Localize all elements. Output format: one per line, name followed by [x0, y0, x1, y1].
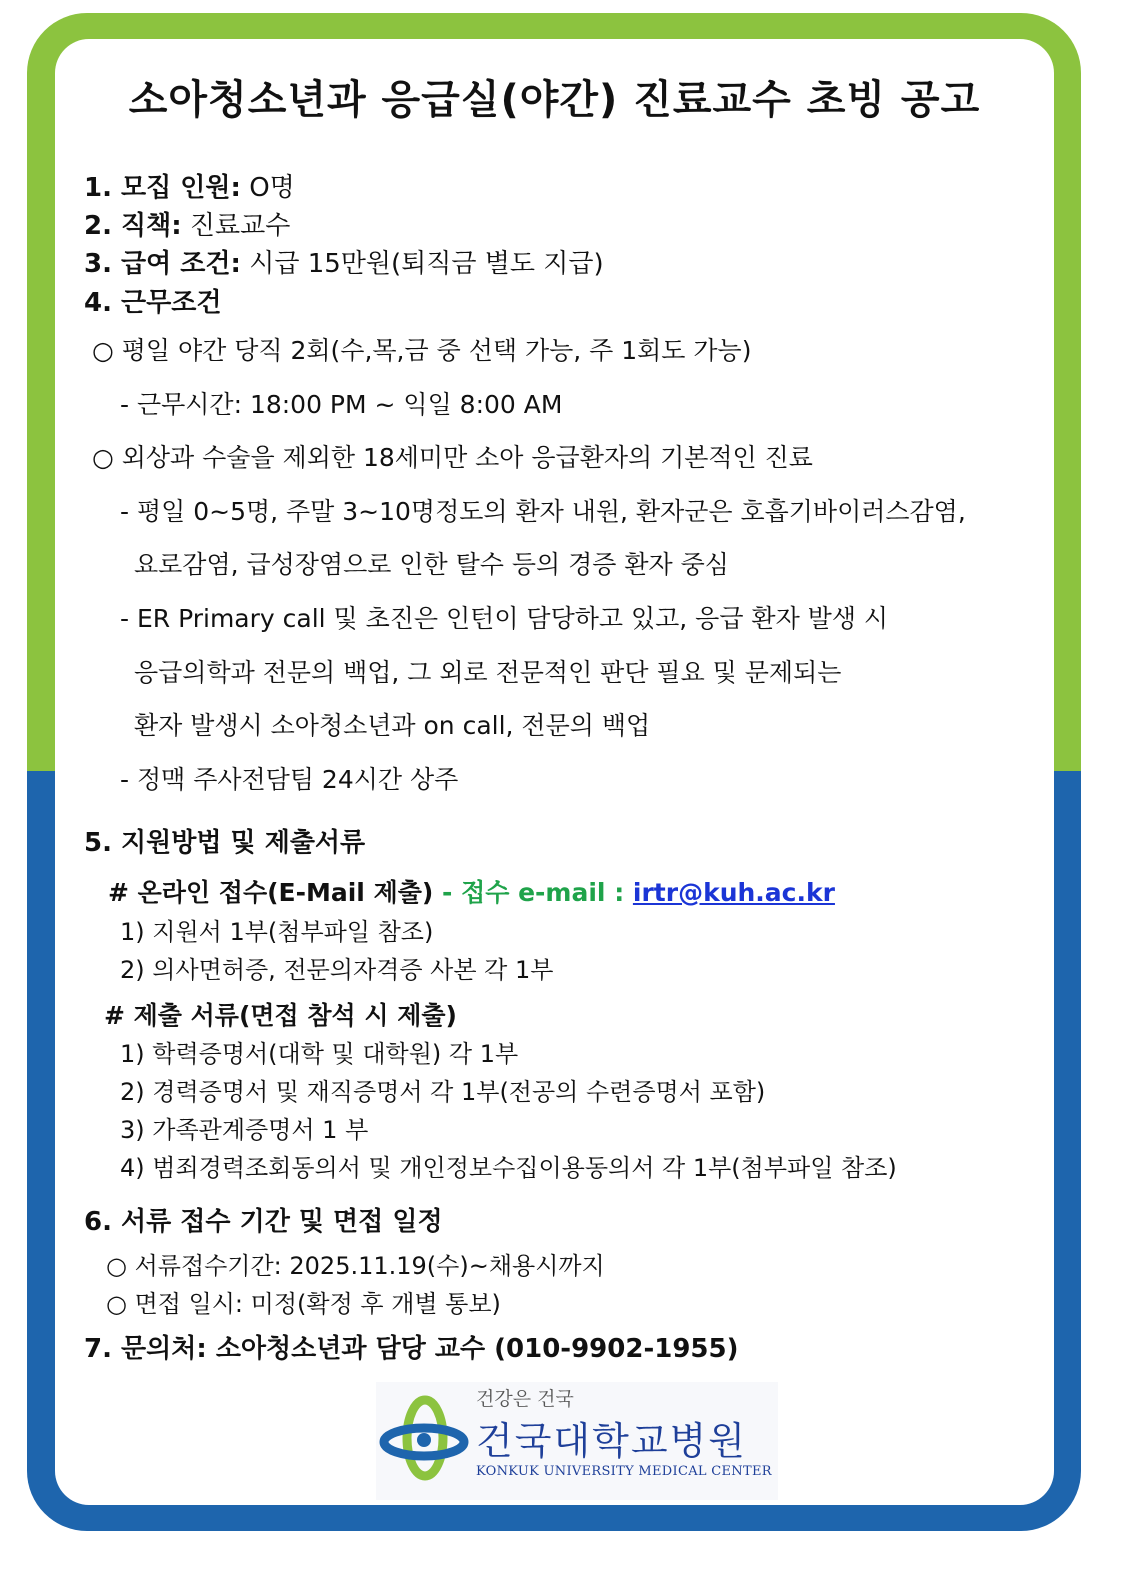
schedule-item: ○ 서류접수기간: 2025.11.19(수)~채용시까지 [106, 1252, 605, 1280]
contact: 7. 문의처: 소아청소년과 담당 교수 (010-9902-1955) [84, 1334, 739, 1364]
documents-heading: # 제출 서류(면접 참석 시 제출) [104, 1001, 457, 1030]
recruit-count-value: O명 [240, 173, 295, 203]
work-line: - ER Primary call 및 초진은 인턴이 담당하고 있고, 응급 환자 발생 시 [120, 604, 889, 633]
hospital-logo [376, 1382, 778, 1500]
document-item: 1) 학력증명서(대학 및 대학원) 각 1부 [120, 1040, 519, 1068]
schedule-item: ○ 면접 일시: 미정(확정 후 개별 통보) [106, 1290, 501, 1318]
work-conditions-heading: 4. 근무조건 [84, 288, 222, 318]
work-line: - 근무시간: 18:00 PM ~ 익일 8:00 AM [120, 390, 563, 419]
work-line: ○ 평일 야간 당직 2회(수,목,금 중 선택 가능, 주 1회도 가능) [92, 336, 752, 365]
salary-value: 시급 15만원(퇴직금 별도 지급) [240, 249, 604, 279]
document-item: 3) 가족관계증명서 1 부 [120, 1116, 369, 1144]
document-item: 2) 경력증명서 및 재직증명서 각 1부(전공의 수련증명서 포함) [120, 1078, 766, 1106]
salary-label: 3. 급여 조건: [84, 249, 241, 279]
logo-tagline: 건강은 건국 [476, 1388, 574, 1410]
online-application-label: # 온라인 접수(E-Mail 제출) [108, 878, 434, 907]
work-line: 응급의학과 전문의 백업, 그 외로 전문적인 판단 필요 및 문제되는 [134, 658, 842, 687]
work-line: 요로감염, 급성장염으로 인한 탈수 등의 경증 환자 중심 [134, 550, 729, 579]
online-item: 2) 의사면허증, 전문의자격증 사본 각 1부 [120, 956, 554, 984]
online-application [108, 877, 835, 909]
position [84, 210, 290, 242]
schedule-heading: 6. 서류 접수 기간 및 면접 일정 [84, 1207, 443, 1237]
work-line: - 평일 0~5명, 주말 3~10명정도의 환자 내원, 환자군은 호흡기바이러스감염, [120, 497, 966, 526]
salary [84, 248, 604, 280]
konkuk-emblem-icon [378, 1392, 470, 1484]
position-label: 2. 직책: [84, 211, 182, 241]
position-value: 진료교수 [181, 211, 291, 241]
work-line: - 정맥 주사전담팀 24시간 상주 [120, 765, 459, 794]
application-heading: 5. 지원방법 및 제출서류 [84, 828, 366, 858]
work-line: ○ 외상과 수술을 제외한 18세미만 소아 응급환자의 기본적인 진료 [92, 443, 813, 472]
page-title: 소아청소년과 응급실(야간) 진료교수 초빙 공고 [128, 77, 981, 123]
work-line: 환자 발생시 소아청소년과 on call, 전문의 백업 [134, 711, 651, 740]
document-item: 4) 범죄경력조회동의서 및 개인정보수집이용동의서 각 1부(첨부파일 참조) [120, 1154, 897, 1182]
logo-name-english: KONKUK UNIVERSITY MEDICAL CENTER [476, 1464, 772, 1479]
email-link[interactable]: irtr@kuh.ac.kr [632, 878, 835, 907]
recruit-count [84, 172, 295, 204]
recruit-count-label: 1. 모집 인원: [84, 173, 241, 203]
email-label: - 접수 e-mail : [433, 878, 633, 907]
online-item: 1) 지원서 1부(첨부파일 참조) [120, 918, 434, 946]
logo-name-korean: 건국대학교병원 [476, 1419, 747, 1463]
